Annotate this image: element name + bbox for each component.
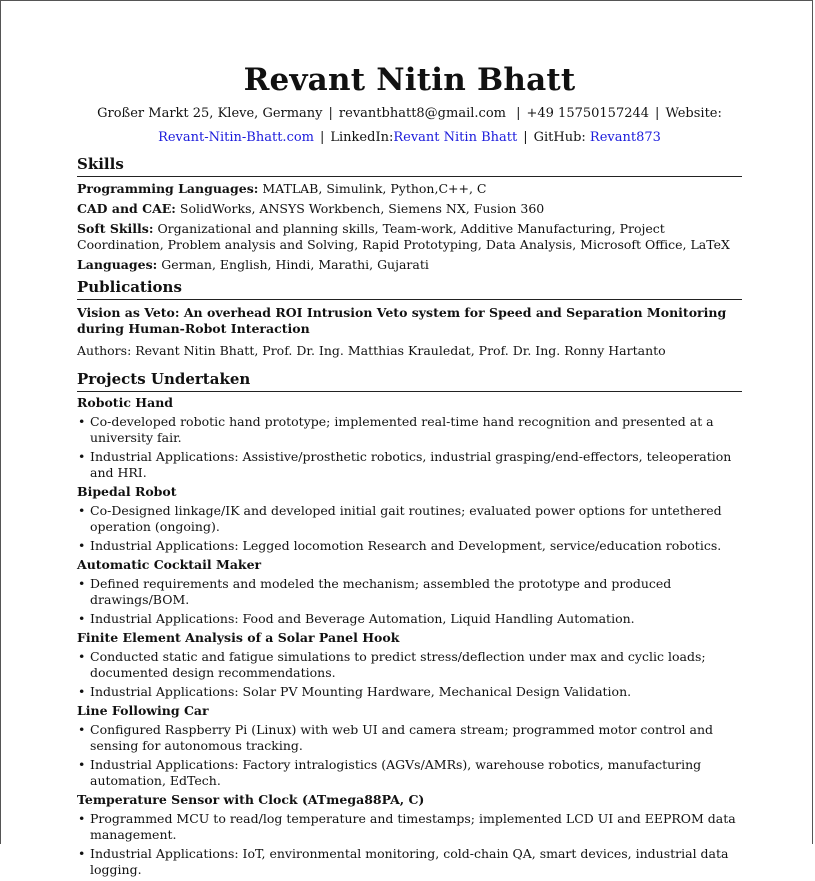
contact-line-2: Revant-Nitin-Bhatt.com | LinkedIn:Revant Nitin Bhatt | GitHub: Revant873 [158,130,661,145]
list-item: • Co-Designed linkage/IK and developed initial gait routines; evaluated power options for untethered operation (ongoing). [77,503,742,535]
list-item: • Industrial Applications: Assistive/prosthetic robotics, industrial grasping/end-effectors, teleoperation and HRI. [77,449,742,481]
skill-row [77,201,742,217]
project-bullets [77,811,742,878]
email: revantbhatt8@gmail.com [338,106,506,121]
skill-label: CAD and CAE: [77,201,176,216]
skill-label: Programming Languages: [77,181,259,196]
publications-heading: Publications [77,277,742,300]
resume-content [77,59,742,881]
contact-line-1: Großer Markt 25, Kleve, Germany | revantbhatt8@gmail.com | +49 15750157244 | Website: [97,106,722,121]
project-title: Bipedal Robot [77,484,177,499]
skill-row [77,221,742,253]
linkedin-link[interactable]: Revant Nitin Bhatt [393,130,518,145]
skill-value: German, English, Hindi, Marathi, Gujarati [161,257,429,272]
projects-heading: Projects Undertaken [77,369,742,392]
skill-row [77,257,742,273]
address: Großer Markt 25, Kleve, Germany [97,106,323,121]
project-bullets [77,503,742,554]
project-bullets [77,722,742,789]
projects-section [77,395,742,878]
project-title: Temperature Sensor with Clock (ATmega88PA, C) [77,792,425,807]
contact-info [77,102,742,150]
list-item: • Configured Raspberry Pi (Linux) with web UI and camera stream; programmed motor control and sensing for autonomous tracking. [77,722,742,754]
skills-section [77,181,742,273]
list-item: • Conducted static and fatigue simulations to predict stress/deflection under max and cyclic loads; documented design recommendations. [77,649,742,681]
project-bullets [77,414,742,481]
project-title: Line Following Car [77,703,209,718]
list-item: • Industrial Applications: Solar PV Mounting Hardware, Mechanical Design Validation. [77,684,742,700]
website-link[interactable]: Revant-Nitin-Bhatt.com [158,130,314,145]
skill-value: MATLAB, Simulink, Python,C++, C [262,181,487,196]
list-item: • Industrial Applications: IoT, environmental monitoring, cold-chain QA, smart devices, industrial data logging. [77,846,742,878]
phone: +49 15750157244 [526,106,650,121]
skill-value: Organizational and planning skills, Team-work, Additive Manufacturing, Project Coordination, Problem analysis and Solving, Rapid Prototyping, Data Analysis, Microsoft Office, LaTeX [77,221,730,252]
project-title: Automatic Cocktail Maker [77,557,262,572]
github-link[interactable]: Revant873 [589,130,661,145]
list-item: • Industrial Applications: Legged locomotion Research and Development, service/education robotics. [77,538,742,554]
publication-authors: Authors: Revant Nitin Bhatt, Prof. Dr. Ing. Matthias Krauledat, Prof. Dr. Ing. Ronny Hartanto [77,343,666,358]
list-item: • Defined requirements and modeled the mechanism; assembled the prototype and produced drawings/BOM. [77,576,742,608]
list-item: • Industrial Applications: Food and Beverage Automation, Liquid Handling Automation. [77,611,742,627]
publication-title: Vision as Veto: An overhead ROI Intrusion Veto system for Speed and Separation Monitoring during Human-Robot Interaction [77,305,727,336]
publications-section [77,305,742,359]
project-title: Finite Element Analysis of a Solar Panel Hook [77,630,400,645]
page-title: Revant Nitin Bhatt [243,62,576,98]
website-label: Website: [665,106,722,121]
list-item: • Co-developed robotic hand prototype; implemented real-time hand recognition and presented at a university fair. [77,414,742,446]
skill-label: Soft Skills: [77,221,154,236]
list-item: • Programmed MCU to read/log temperature and timestamps; implemented LCD UI and EEPROM data management. [77,811,742,843]
skills-heading: Skills [77,154,742,177]
github-label: GitHub: [533,130,586,145]
skill-value: SolidWorks, ANSYS Workbench, Siemens NX, Fusion 360 [179,201,545,216]
skill-label: Languages: [77,257,158,272]
project-bullets [77,649,742,700]
project-title: Robotic Hand [77,395,174,410]
skill-row [77,181,742,197]
linkedin-label: LinkedIn: [330,130,394,145]
project-bullets [77,576,742,627]
list-item: • Industrial Applications: Factory intralogistics (AGVs/AMRs), warehouse robotics, manufacturing automation, EdTech. [77,757,742,789]
